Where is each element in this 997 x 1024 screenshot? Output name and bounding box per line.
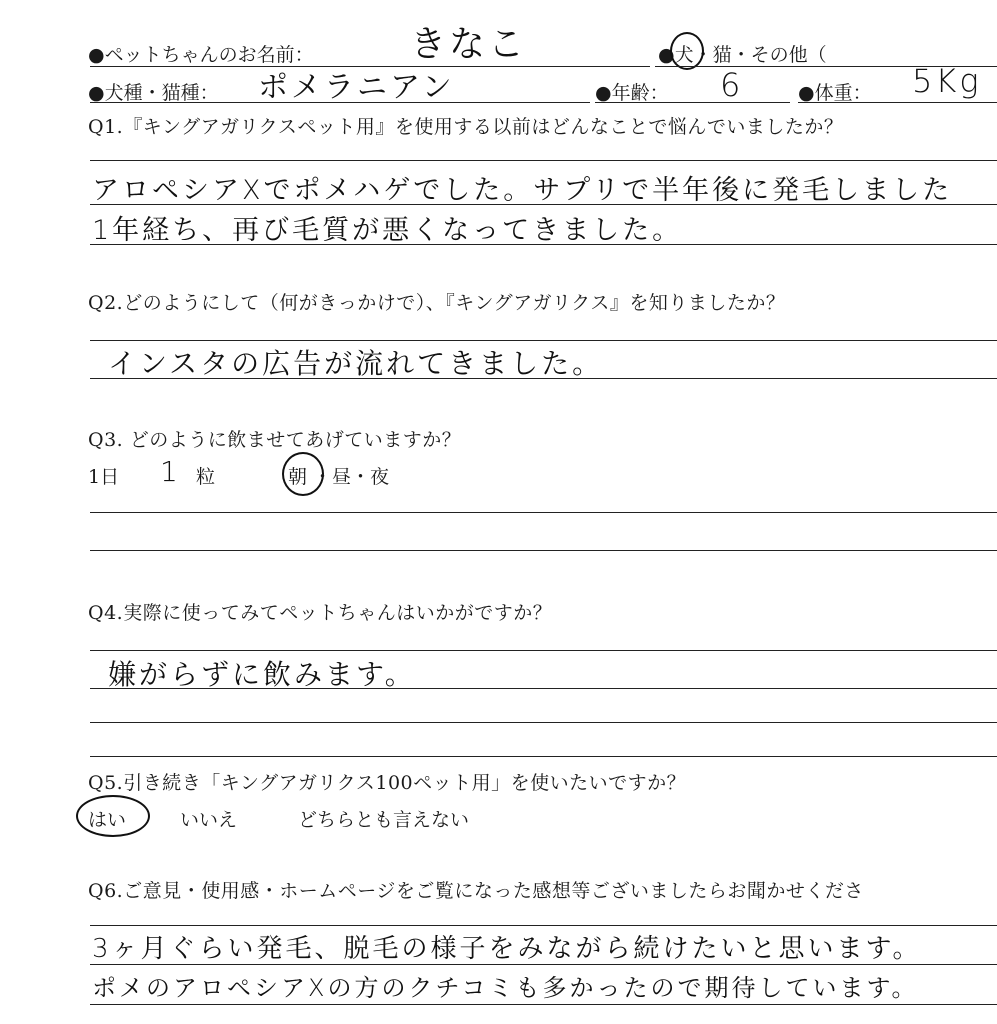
breed-label: ●犬種・猫種：: [88, 82, 219, 104]
q2-rule-1: [90, 340, 997, 341]
q6-rule-2: [90, 964, 997, 965]
q3-time-morning: 朝: [288, 466, 308, 488]
weight-label: ●体重：: [798, 82, 872, 104]
age-label: ●年齢：: [595, 82, 669, 104]
weight-underline: [798, 102, 997, 103]
q5-option-no: いいえ: [180, 809, 238, 831]
q4-rule-1: [90, 650, 997, 651]
q4-answer-line-1: 嫌がらずに飲みます。: [108, 658, 416, 691]
q1-rule-1: [90, 160, 997, 161]
q6-answer-line-2: ポメのアロペシアXの方のクチコミも多かったので期待しています。: [92, 974, 919, 1002]
q3-rule-2: [90, 550, 997, 551]
q6-question: Q6.ご意見・使用感・ホームページをご覧になった感想等ございましたらお聞かせくださ: [88, 880, 864, 902]
q3-question: Q3. どのように飲ませてあげていますか？: [88, 429, 462, 451]
breed-value: ポメラニアン: [258, 70, 455, 105]
q3-rule-1: [90, 512, 997, 513]
q2-question: Q2.どのようにして（何がきっかけで）、『キングアガリクス』を知りましたか？: [88, 292, 786, 314]
q3-per-day: 1日: [88, 466, 120, 488]
breed-underline: [90, 102, 590, 103]
q3-unit: 粒: [196, 466, 216, 488]
q1-question: Q1.『キングアガリクスペット用』を使用する以前はどんなことで悩んでいましたか？: [88, 116, 844, 138]
q5-question: Q5.引き続き「キングアガリクス100ペット用」を使いたいですか？: [88, 772, 687, 794]
q4-rule-4: [90, 756, 997, 757]
q3-time-rest: ・昼・夜: [313, 466, 390, 488]
q4-rule-3: [90, 722, 997, 723]
q4-question: Q4.実際に使ってみてペットちゃんはいかがですか？: [88, 602, 553, 624]
q5-option-neither: どちらとも言えない: [298, 809, 470, 831]
q1-rule-3: [90, 244, 997, 245]
q6-rule-3: [90, 1004, 997, 1005]
q6-answer-line-1: 3ヶ月ぐらい発毛、脱毛の様子をみながら続けたいと思います。: [92, 934, 922, 964]
q5-yes-circle: [76, 795, 150, 837]
species-dog-circle: [670, 32, 704, 70]
q6-rule-1: [90, 925, 997, 926]
q1-answer-line-2: 1年経ち、再び毛質が悪くなってきました。: [92, 215, 683, 246]
weight-value: 5Kg: [912, 62, 982, 100]
q5-option-yes: はい: [88, 809, 127, 831]
age-underline: [595, 102, 790, 103]
species-options: ●犬・猫・その他（: [658, 44, 827, 66]
q4-rule-2: [90, 688, 997, 689]
q1-rule-2: [90, 204, 997, 205]
q2-answer-line-1: インスタの広告が流れてきました。: [108, 347, 604, 380]
pet-name-label: ●ペットちゃんのお名前：: [88, 44, 314, 66]
q1-answer-line-1: アロペシアXでポメハゲでした。サプリで半年後に発毛しました: [92, 175, 953, 206]
q2-rule-2: [90, 378, 997, 379]
q3-count: 1: [160, 455, 181, 488]
age-value: 6: [720, 66, 744, 104]
pet-name-value: きなこ: [410, 24, 528, 65]
